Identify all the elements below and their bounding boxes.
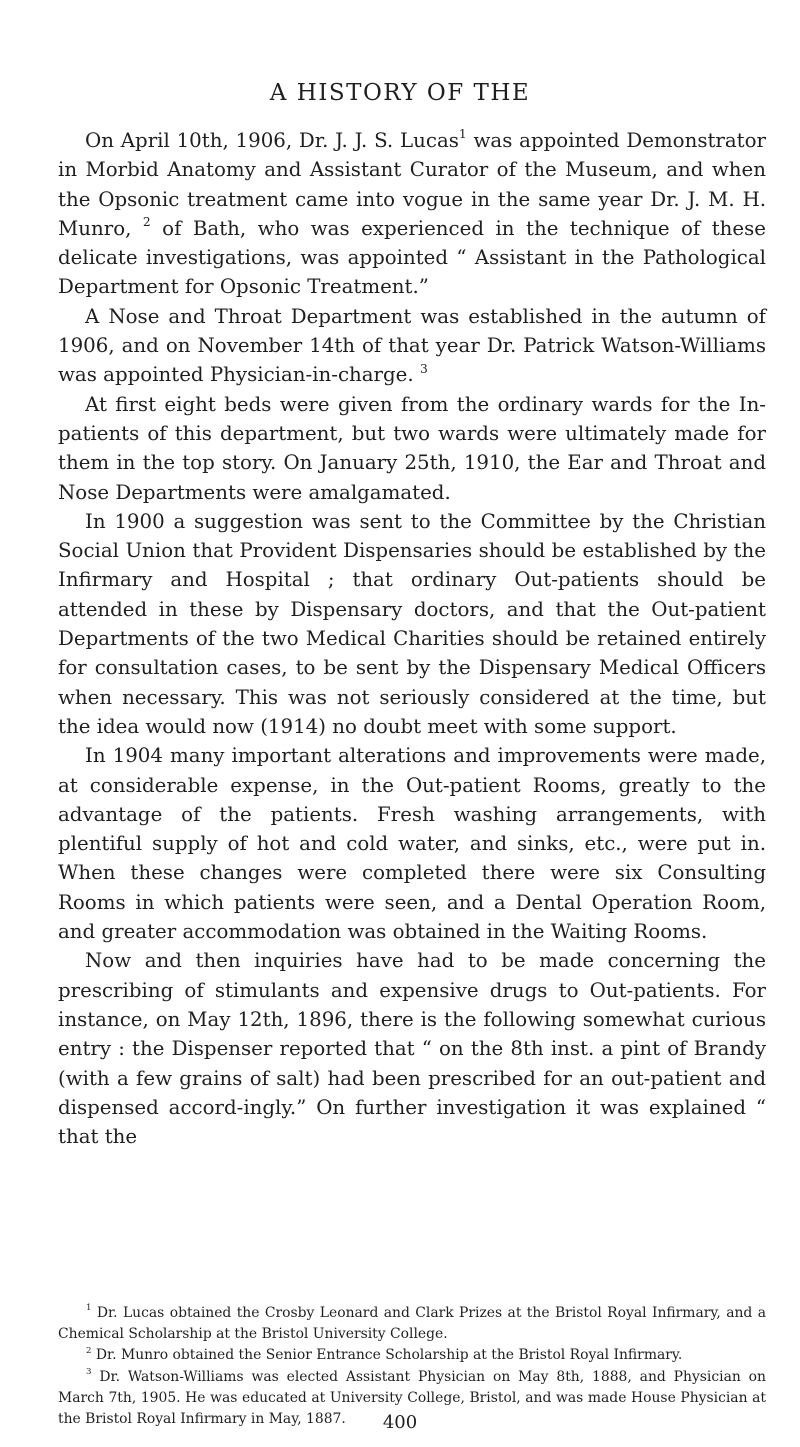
footnote-mark: 2 (86, 1345, 92, 1356)
body-text (58, 126, 766, 1151)
footnote-ref-3: 3 (419, 361, 428, 376)
paragraph-dispensaries: In 1900 a suggestion was sent to the Committee by the Christian Social Union that Provident Dispensaries should be established by the Infirmary and Hospital ; that ordinary Out-patients should be attended in these by Dispensary doctors, and that the Out-patient Departments of the two Medical Charities should be retained entirely for consultation cases, to be sent by the Dispensary Medical Officers when necessary. This was not seriously considered at the time, but the idea would now (1914) no doubt meet with some support. (58, 509, 766, 738)
footnote-3: $^3$ Dr. Watson-Williams was elected Assistant Physician on May 8th, 1888, and Physician on March 7th, 1905. He was educated at University College, Bristol, and was made House Physician at the Bristol Royal Infirmary in May, 1887. (58, 1366, 766, 1428)
footnote-1: $^1$ Dr. Lucas obtained the Crosby Leonard and Clark Prizes at the Bristol Royal Infirmary, and a Chemical Scholarship at the Bristol University College. (58, 1303, 766, 1343)
paragraph-alterations: In 1904 many important alterations and improvements were made, at considerable expense, in the Out-patient Rooms, greatly to the advantage of the patients. Fresh washing arrangements, with plentiful supply of hot and cold water, and sinks, etc., were put in. When these changes were completed there were six Consulting Rooms in which patients were seen, and a Dental Operation Room, and greater accommodation was obtained in the Waiting Rooms. (58, 744, 766, 944)
footnote-mark: 3 (86, 1366, 92, 1377)
paragraph-stimulants: Now and then inquiries have had to be made concerning the prescribing of stimulants and expensive drugs to Out-patients. For instance, on May 12th, 1896, there is the following somewhat curious entry : the Dispenser reported that “ on the 8th inst. a pint of Brandy (with a few grains of salt) had been prescribed for an out-patient and dispensed accord-ingly.” On further investigation it was explained “ that the (58, 949, 766, 1149)
footnote-mark: 1 (86, 1303, 92, 1314)
footnote-2: $^2$ Dr. Munro obtained the Senior Entrance Scholarship at the Bristol Royal Infirmary. (86, 1345, 683, 1364)
page-number: 400 (382, 1412, 418, 1433)
paragraph-lucas-munro: On April 10th, 1906, Dr. J. J. S. Lucas$^1$ was appointed Demonstrator in Morbid Anatomy and Assistant Curator of the Museum, and when the Opsonic treatment came into vogue in the same year Dr. J. M. H. Munro, $^2$ of Bath, who was experienced in the technique of these delicate investigations, was appointed “ Assistant in the Pathological Department for Opsonic Treatment.” (58, 127, 767, 299)
paragraph-beds: At first eight beds were given from the ordinary wards for the In-patients of this department, but two wards were ultimately made for them in the top story. On January 25th, 1910, the Ear and Throat and Nose Departments were amalgamated. (58, 392, 766, 504)
paragraph-nose-throat: A Nose and Throat Department was established in the autumn of 1906, and on November 14th of that year Dr. Patrick Watson-Williams was appointed Physician-in-charge. $^3$ (58, 304, 766, 387)
footnote-ref-2: 2 (142, 215, 151, 230)
footnote-ref-1: 1 (458, 127, 467, 142)
running-title: A HISTORY OF THE (269, 80, 531, 106)
